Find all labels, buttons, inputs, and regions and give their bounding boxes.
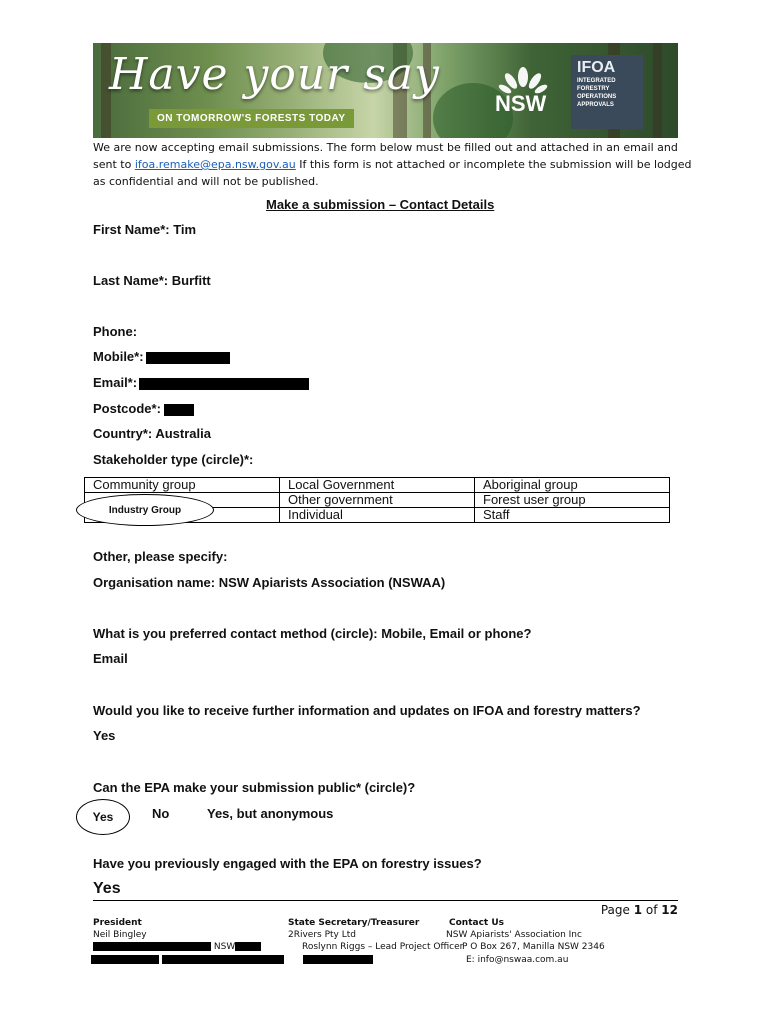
- banner-image: [93, 43, 678, 138]
- table-cell: Community group: [85, 478, 280, 493]
- table-cell: Other government: [280, 493, 475, 508]
- postcode-label: Postcode*:: [93, 401, 161, 416]
- redaction-bar: [235, 942, 261, 951]
- page-current: 1: [633, 903, 643, 917]
- email-field: [93, 375, 309, 390]
- tree-trunk: [653, 43, 662, 138]
- mobile-field: [93, 349, 230, 364]
- table-cell: Staff: [475, 508, 670, 523]
- footer-secretary-redacted: [303, 954, 373, 966]
- nsw-logo-text: NSW: [495, 91, 547, 116]
- other-specify-field: Other, please specify:: [93, 549, 228, 564]
- email-label: Email*:: [93, 375, 138, 390]
- redaction-bar: [164, 404, 194, 416]
- engaged-question: Have you previously engaged with the EPA on forestry issues?: [93, 856, 482, 871]
- ifoa-line: INTEGRATED: [577, 78, 616, 84]
- contact-method-question: What is you preferred contact method (circle): Mobile, Email or phone?: [93, 626, 532, 641]
- intro-text-before: We are now accepting email submissions. The form below must be filled out and attached in an email and sent to: [93, 141, 678, 171]
- footer-contact-address: P O Box 267, Manilla NSW 2346: [462, 942, 605, 952]
- ifoa-title: IFOA: [577, 59, 616, 76]
- page-total: 12: [661, 903, 678, 917]
- redaction-bar: [93, 942, 211, 951]
- ifoa-logo: [571, 55, 643, 129]
- footer-contact-label: Contact Us: [449, 918, 505, 928]
- redaction-bar: [303, 955, 373, 964]
- updates-question: Would you like to receive further information and updates on IFOA and forestry matters?: [93, 703, 641, 718]
- submission-email-link[interactable]: ifoa.remake@epa.nsw.gov.au: [134, 158, 296, 171]
- contact-method-answer: Email: [93, 651, 128, 666]
- footer-nsw-fragment: NSW: [213, 942, 236, 952]
- industry-group-circled: Industry Group: [76, 494, 214, 526]
- stakeholder-label: Stakeholder type (circle)*:: [93, 452, 254, 467]
- ifoa-line: FORESTRY: [577, 86, 610, 92]
- mobile-label: Mobile*:: [93, 349, 144, 364]
- footer-president-label: President: [93, 918, 142, 928]
- footer-president-address: [93, 941, 261, 953]
- postcode-field: [93, 401, 194, 416]
- table-cell: Local Government: [280, 478, 475, 493]
- footer-contact-email: E: info@nswaa.com.au: [466, 955, 569, 965]
- table-cell: Forest user group: [475, 493, 670, 508]
- footer-secretary-label: State Secretary/Treasurer: [288, 918, 420, 928]
- footer-secretary-org: 2Rivers Pty Ltd: [288, 930, 356, 940]
- updates-answer: Yes: [93, 728, 116, 743]
- organisation-field: Organisation name: NSW Apiarists Association (NSWAA): [93, 575, 446, 590]
- table-cell: Aboriginal group: [475, 478, 670, 493]
- country-field: Country*: Australia: [93, 426, 211, 441]
- page-number: [601, 903, 678, 917]
- form-heading: Make a submission – Contact Details: [266, 197, 495, 212]
- table-row: [85, 478, 670, 493]
- first-name-field: First Name*: Tim: [93, 222, 197, 237]
- intro-text-after: If this form is not attached or incomplete the submission will be lodged as confidential and will not be published.: [93, 158, 692, 188]
- footer-president-name: Neil Bingley: [93, 930, 147, 940]
- ifoa-line: OPERATIONS: [577, 94, 617, 100]
- footer-secretary-name: Roslynn Riggs – Lead Project Officer: [302, 942, 464, 952]
- footer-divider: [93, 900, 678, 901]
- ifoa-line: APPROVALS: [577, 102, 614, 108]
- footer-contact-org: NSW Apiarists' Association Inc: [446, 930, 582, 940]
- last-name-field: Last Name*: Burfitt: [93, 273, 211, 288]
- footer-redacted-line: [91, 954, 284, 966]
- table-cell: Individual: [280, 508, 475, 523]
- redaction-bar: [91, 955, 159, 964]
- phone-field: Phone:: [93, 324, 138, 339]
- public-no-option: No: [152, 806, 170, 821]
- redaction-bar: [139, 378, 309, 390]
- redaction-bar: [162, 955, 284, 964]
- banner-subtitle: ON TOMORROW'S FORESTS TODAY: [149, 109, 354, 128]
- engaged-answer: Yes: [93, 880, 121, 897]
- public-question: Can the EPA make your submission public* (circle)?: [93, 780, 416, 795]
- public-yes-circled: Yes: [76, 799, 130, 835]
- banner-title: Have your say: [109, 49, 440, 100]
- public-anon-option: Yes, but anonymous: [207, 806, 334, 821]
- redaction-bar: [146, 352, 230, 364]
- page-of: of: [645, 903, 658, 917]
- page-label: Page: [600, 903, 630, 917]
- intro-paragraph: [93, 139, 693, 190]
